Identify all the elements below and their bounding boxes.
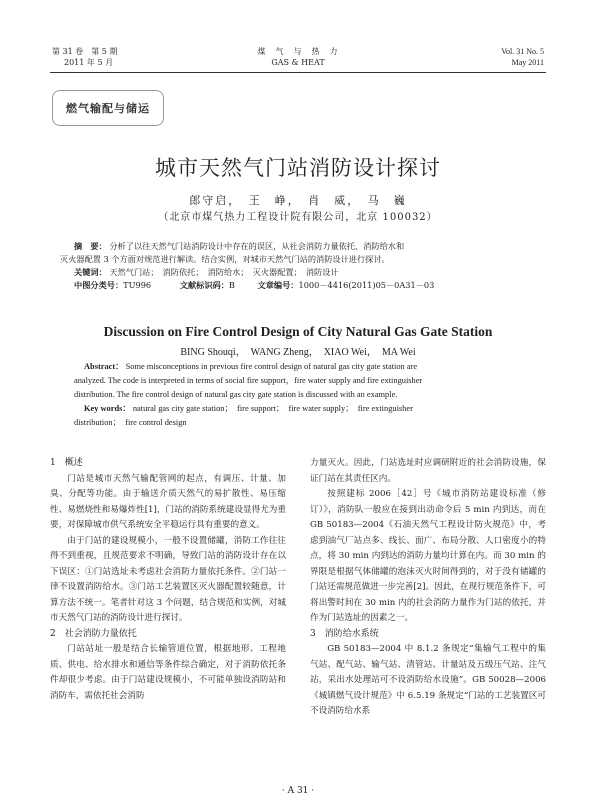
clc-value: TU996: [123, 280, 152, 290]
abstract-cn-line2: 灭火器配置 3 个方面对规范进行解读。结合实例，对城市天然气门站的消防设计进行探讨。: [60, 254, 390, 264]
abstract-en-line2: analyzed. The code is interpreted in terms of social fire support，fire water supply and fire extinguisher: [74, 376, 423, 385]
journal-volume-en: Vol. 31 No. 5: [501, 47, 544, 56]
journal-date: 2011 年 5 月: [64, 58, 114, 67]
abstract-en-label: Abstract：: [84, 362, 124, 371]
section-badge-label: 燃气输配与储运: [66, 102, 150, 115]
article-title-cn: 城市天然气门站消防设计探讨: [155, 156, 441, 180]
doc-code-label: 文献标识码：: [179, 280, 229, 290]
article-no-label: 文章编号：: [257, 280, 299, 290]
article-no-value: 1000－4416(2011)05－0A31－03: [298, 280, 435, 290]
journal-name-cn: 煤 气 与 热 力: [257, 47, 339, 56]
keywords-en-line2: distribution； fire control design: [74, 418, 187, 427]
journal-name-en: GAS & HEAT: [271, 58, 325, 67]
abstract-cn: [60, 240, 536, 292]
paragraph: 按照建标 2006［42］号《城市消防站建设标准（修订）》，消防队一般应在接到出动命令后 5 min 内到达，而在 GB 50183—2004《石油天然气工程设计防火规范》中，考虑到油气厂站点多、线长、面广、布局分散、人口密度小的特点，将 30 min 内到达的消防力量均计算在内。而 30 min 的界限是根据气体储罐的泡沫灭火时间得到的，对于没有储罐的门站还需规范做进一步完善[2]。因此，在现行规范条件下，可将出警时间在 30 min 内的社会消防力量作为门站的依托，并作为门站选址的因素之一。: [310, 489, 546, 623]
section-badge: [52, 90, 164, 126]
affiliation-cn: （北京市煤气热力工程设计院有限公司，北京 100032）: [158, 212, 438, 223]
paragraph: 门站站址一般是结合长输管道位置，根据地形、工程地质、供电、给水排水和通信等条件综合确定，对于消防依托条件却很少考虑。由于门站建设规模小，不可能单独设消防站和消防车，需依托社会消防: [50, 644, 286, 701]
page-number: · A 31 ·: [281, 786, 315, 796]
abstract-cn-line1: 分析了以往天然气门站消防设计中存在的误区，从社会消防力量依托、消防给水和: [109, 241, 405, 251]
header-rule: [50, 72, 546, 73]
keywords-cn-label: 关键词：: [74, 267, 107, 277]
paragraph: 力量灭火。因此，门站选址时应调研附近的社会消防设施，保证门站在其责任区内。: [310, 458, 546, 484]
section-heading-1: 1 概述: [50, 458, 83, 468]
section-heading-2: 2 社会消防力量依托: [50, 628, 137, 639]
abstract-cn-label: 摘 要：: [74, 241, 107, 251]
abstract-en-line1: Some misconceptions in previous fire control design of natural gas city gate station are: [125, 362, 418, 371]
article-title-en: Discussion on Fire Control Design of City Natural Gas Gate Station: [103, 324, 493, 339]
keywords-cn-text: 天然气门站； 消防依托； 消防给水； 灭火器配置； 消防设计: [109, 267, 339, 277]
paragraph: GB 50183—2004 中 8.1.2 条规定“集输气工程中的集气站、配气站、输气站、清管站、计量站及五级压气站、注气站，采出水处理站可不设消防给水设施”。GB 50028—2006《城镇燃气设计规范》中 6.5.19 条规定“门站的工艺装置区可不设消防给水系: [310, 644, 546, 716]
abstract-en-line3: distribution. The fire control design of natural gas city gate station is discussed with an example.: [74, 390, 398, 399]
abstract-en: [74, 360, 534, 430]
doc-code-value: B: [228, 280, 235, 290]
authors-en: BING Shouqi， WANG Zheng， XIAO Wei， MA Wei: [180, 347, 416, 358]
clc-label: 中图分类号：: [74, 280, 124, 290]
paragraph: 门站是城市天然气输配管网的起点，有调压、计量、加臭、分配等功能。由于输送介质天然气的易扩散性、易压缩性、易燃烧性和易爆炸性[1]，门站的消防系统建设显得尤为重要，对保障城市供气系统安全平稳运行具有重要的意义。: [50, 473, 286, 530]
keywords-en-line1: natural gas city gate station； fire support； fire water supply； fire extinguisher: [132, 404, 413, 413]
body-right-column: [310, 456, 546, 720]
section-heading-3: 3 消防给水系统: [310, 628, 379, 639]
keywords-en-label: Key words：: [84, 404, 131, 413]
journal-issue-en: [446, 46, 544, 68]
body-left-column: [50, 456, 286, 704]
journal-volume: 第 31 卷 第 5 期: [52, 47, 118, 56]
paragraph: 由于门站的建设规模小，一般不设置储罐，消防工作往往得不到重视，且规范要求不明确，导致门站的消防设计存在以下误区：①门站选址未考虑社会消防力量依托条件。②门站一律不设置消防给水。③门站工艺装置区灭火器配置较随意，计算方法不统一。笔者针对这 3 个问题，结合规范和实例，对城市天然气门站的消防设计进行探讨。: [50, 535, 286, 623]
journal-date-en: May 2011: [511, 58, 544, 67]
authors-cn: 郎守启， 王 峥， 肖 威， 马 巍: [189, 194, 407, 207]
